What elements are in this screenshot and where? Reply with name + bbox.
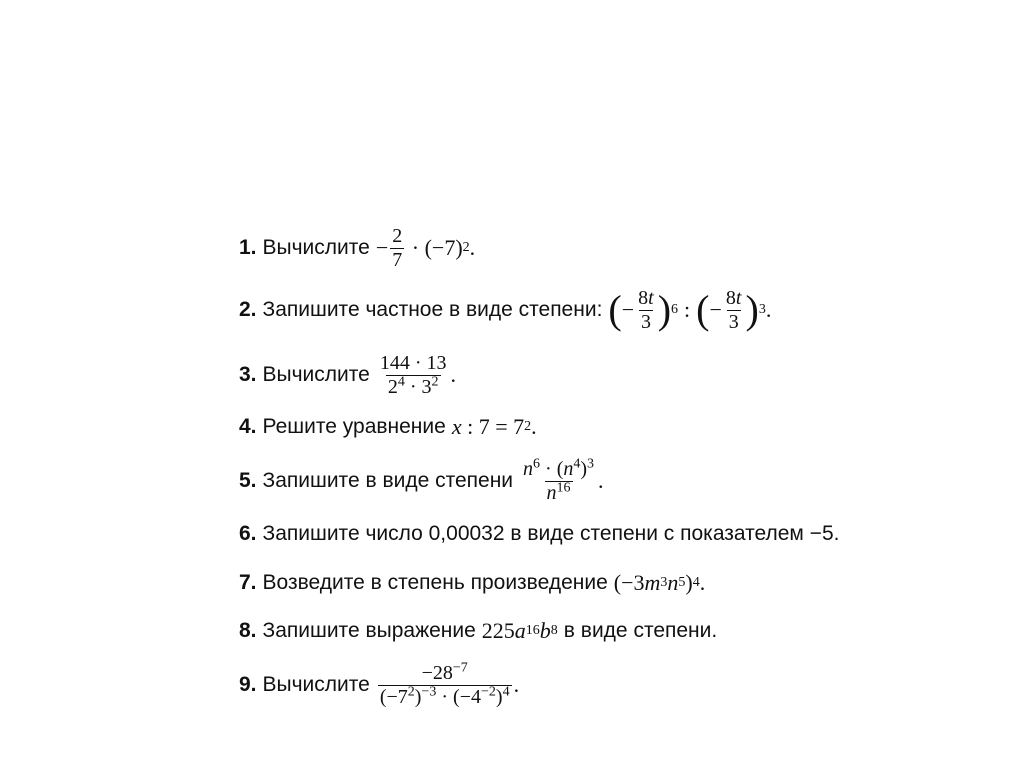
task-text: Вычислите bbox=[262, 363, 370, 386]
task-number: 8. bbox=[239, 619, 257, 642]
task-4-formula: x : 7 = 7 2 . bbox=[451, 414, 537, 439]
task-number: 9. bbox=[239, 673, 257, 696]
task-5 bbox=[239, 455, 604, 504]
task-1-formula: − $\frac{2}{7}$ · (−7) 2 . bbox=[375, 224, 476, 271]
task-text: Вычислите bbox=[262, 673, 370, 696]
task-number: 5. bbox=[239, 469, 257, 492]
task-text: Запишите выражение bbox=[262, 619, 476, 642]
task-text: Запишите частное в виде степени: bbox=[262, 298, 603, 321]
task-3-formula: $\frac{144 \cdot 13}{2^4 \cdot 3^2}$ . bbox=[379, 351, 457, 398]
task-number: 1. bbox=[239, 236, 257, 259]
task-9 bbox=[239, 659, 520, 708]
task-text: Запишите в виде степени bbox=[262, 469, 514, 492]
task-8-formula: 225 a 16 b 8 bbox=[481, 618, 558, 643]
task-8 bbox=[239, 611, 717, 651]
task-text: Запишите число 0,00032 в виде степени с показателем −5. bbox=[262, 522, 840, 545]
task-1 bbox=[239, 224, 476, 271]
task-number: 3. bbox=[239, 363, 257, 386]
task-number: 6. bbox=[239, 522, 257, 545]
task-2 bbox=[239, 286, 772, 333]
task-7-formula: (−3 m 3 n 5 ) 4 . bbox=[613, 570, 706, 595]
task-number: 7. bbox=[239, 571, 257, 594]
task-2-formula: ( − $\frac{8t}{3}$ ) 6 : ( − $\frac{8t}{3}$ ) 3 . bbox=[608, 286, 772, 333]
task-4 bbox=[239, 407, 537, 447]
task-8-suffix: в виде степени. bbox=[563, 619, 718, 642]
task-text: Возведите в степень произведение bbox=[262, 571, 608, 594]
task-text: Вычислите bbox=[262, 236, 370, 259]
task-3 bbox=[239, 351, 457, 398]
task-6 bbox=[239, 514, 839, 554]
task-number: 4. bbox=[239, 415, 257, 438]
task-number: 2. bbox=[239, 298, 257, 321]
task-7 bbox=[239, 563, 705, 603]
task-5-formula: $\frac{n^6 \cdot (n^4)^3}{n^{16}}$ . bbox=[523, 455, 604, 504]
task-text: Решите уравнение bbox=[262, 415, 446, 438]
task-9-formula: $\frac{-28^{-7}}{(-7^2)^{-3} \cdot (-4^{-2})^4}$ . bbox=[379, 659, 520, 708]
